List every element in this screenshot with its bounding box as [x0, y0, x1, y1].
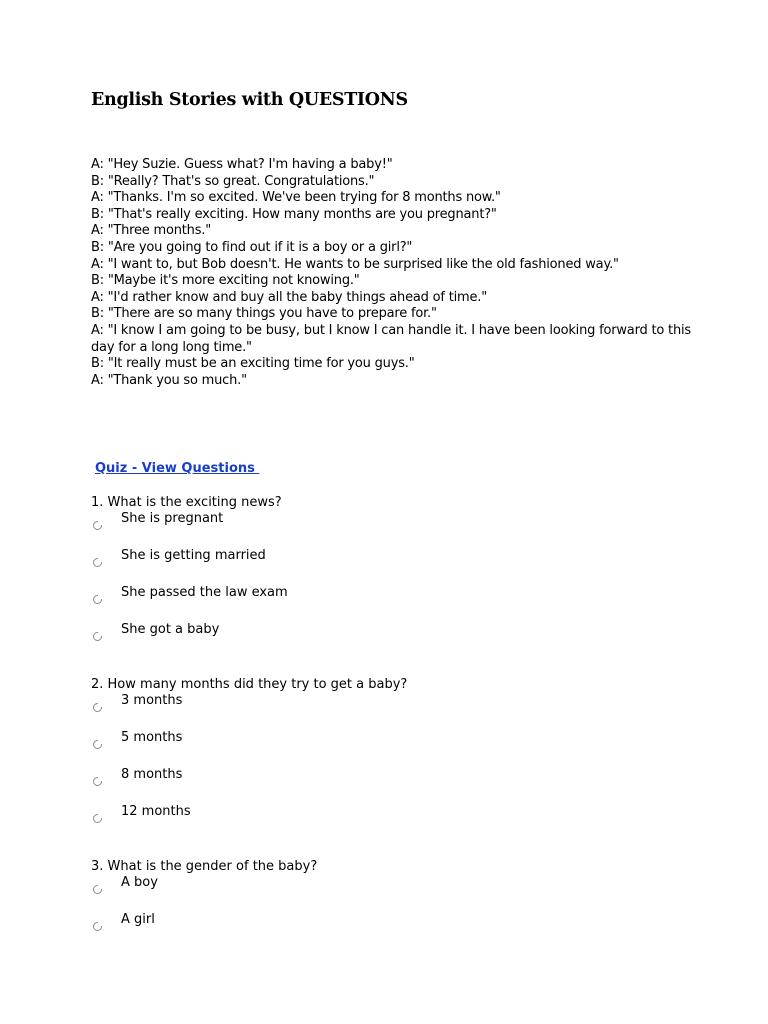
- dialogue-line: B: "Really? That's so great. Congratulations.": [91, 173, 375, 189]
- question-text: 1. What is the exciting news?: [91, 495, 282, 510]
- answer-option: [91, 767, 691, 804]
- question-text: 3. What is the gender of the baby?: [91, 859, 318, 874]
- answer-option: [91, 548, 691, 585]
- dialogue-line: A: "Hey Suzie. Guess what? I'm having a baby!": [91, 157, 393, 172]
- answer-option: [91, 511, 691, 548]
- answer-option: [91, 622, 691, 659]
- option-label: 3 months: [121, 693, 183, 708]
- dialogue-line: B: "There are so many things you have to prepare for.": [91, 306, 437, 322]
- question-3: [91, 859, 691, 949]
- radio-button[interactable]: [93, 922, 102, 931]
- radio-button[interactable]: [93, 521, 102, 530]
- question-1: [91, 495, 691, 659]
- dialogue-line: A: "I'd rather know and buy all the baby things ahead of time.": [91, 289, 487, 305]
- dialogue-line: B: "That's really exciting. How many months are you pregnant?": [91, 206, 497, 222]
- option-label: She is pregnant: [121, 511, 224, 526]
- dialogue-line: B: "It really must be an exciting time for you guys.": [91, 356, 415, 372]
- story-dialogue: [91, 157, 695, 389]
- option-label: She is getting married: [121, 548, 266, 563]
- radio-button[interactable]: [93, 632, 102, 641]
- answer-option: [91, 730, 691, 767]
- option-label: 12 months: [121, 804, 191, 819]
- answer-option: [91, 875, 691, 912]
- page-title: English Stories with QUESTIONS: [91, 90, 408, 110]
- quiz-view-questions-link[interactable]: Quiz - View Questions: [95, 461, 260, 476]
- radio-button[interactable]: [93, 777, 102, 786]
- option-label: A boy: [121, 875, 158, 890]
- option-label: 8 months: [121, 767, 183, 782]
- dialogue-line: A: "Thank you so much.": [91, 372, 247, 388]
- dialogue-line: B: "Are you going to find out if it is a boy or a girl?": [91, 239, 413, 255]
- radio-button[interactable]: [93, 703, 102, 712]
- answer-option: [91, 804, 691, 841]
- option-label: A girl: [121, 912, 155, 927]
- question-2: [91, 677, 691, 841]
- option-label: 5 months: [121, 730, 183, 745]
- radio-button[interactable]: [93, 558, 102, 567]
- dialogue-line: A: "Thanks. I'm so excited. We've been trying for 8 months now.": [91, 190, 501, 206]
- dialogue-line: A: "Three months.": [91, 223, 212, 239]
- answer-option: [91, 912, 691, 949]
- dialogue-line: A: "I want to, but Bob doesn't. He wants to be surprised like the old fashioned way.": [91, 256, 619, 272]
- question-text: 2. How many months did they try to get a baby?: [91, 677, 408, 692]
- dialogue-line: B: "Maybe it's more exciting not knowing.": [91, 273, 360, 289]
- dialogue-line: A: "I know I am going to be busy, but I know I can handle it. I have been looking forward to this day for a long long time.": [91, 322, 695, 355]
- option-label: She got a baby: [121, 622, 220, 637]
- option-label: She passed the law exam: [121, 585, 288, 600]
- radio-button[interactable]: [93, 595, 102, 604]
- radio-button[interactable]: [93, 740, 102, 749]
- radio-button[interactable]: [93, 814, 102, 823]
- answer-option: [91, 693, 691, 730]
- answer-option: [91, 585, 691, 622]
- radio-button[interactable]: [93, 885, 102, 894]
